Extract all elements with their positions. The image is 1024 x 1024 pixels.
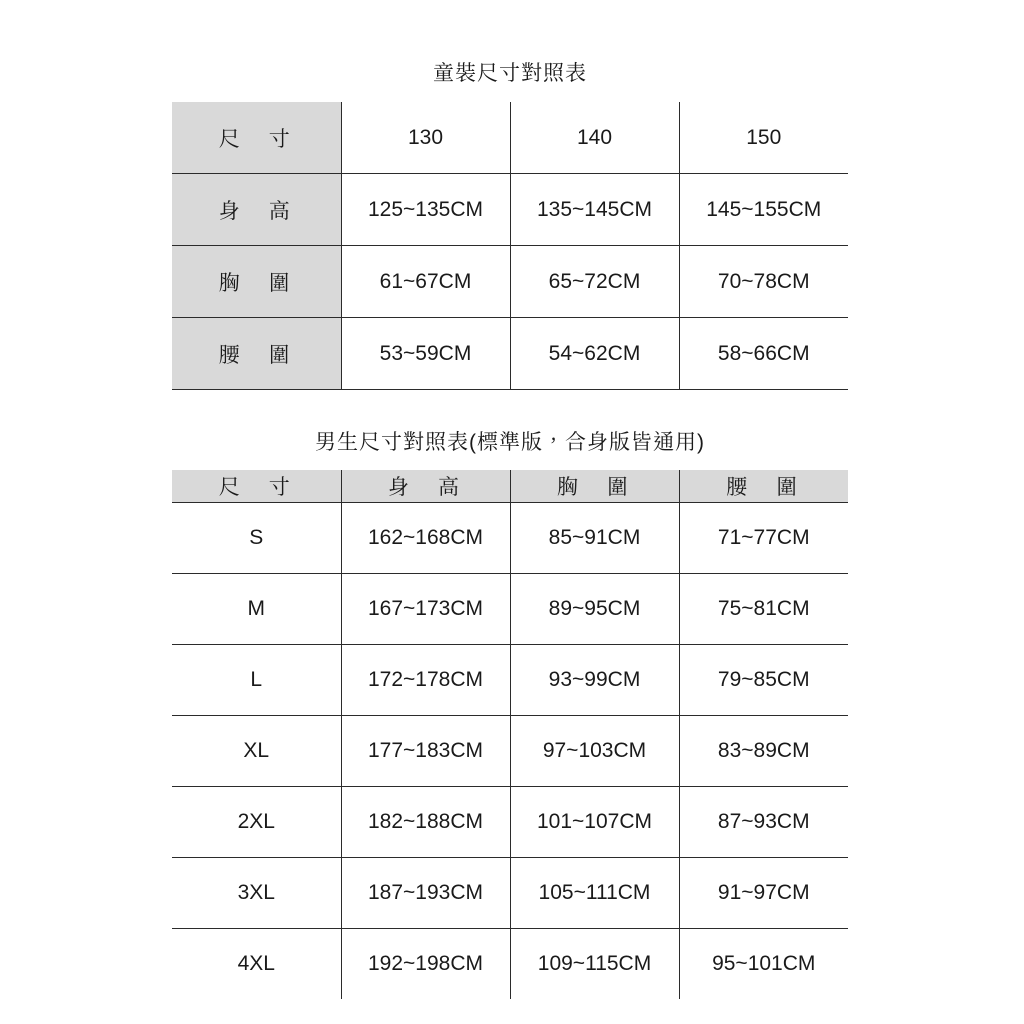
men-height-4xl: 192~198CM	[341, 929, 510, 1000]
kids-table-title: 童裝尺寸對照表	[172, 44, 848, 102]
men-chest-l: 93~99CM	[510, 645, 679, 716]
kids-row-chest	[172, 246, 848, 318]
kids-height-140: 135~145CM	[510, 174, 679, 246]
table-row	[172, 574, 848, 645]
men-size-4xl: 4XL	[172, 929, 341, 1000]
kids-size-table	[172, 44, 848, 390]
kids-waist-140: 54~62CM	[510, 318, 679, 390]
table-row	[172, 929, 848, 1000]
men-header-chest: 胸 圍	[510, 470, 679, 503]
men-header-size: 尺 寸	[172, 470, 341, 503]
men-waist-m: 75~81CM	[679, 574, 848, 645]
men-height-l: 172~178CM	[341, 645, 510, 716]
kids-row-waist	[172, 318, 848, 390]
men-height-xl: 177~183CM	[341, 716, 510, 787]
kids-header-label: 尺 寸	[172, 102, 341, 174]
table-row	[172, 858, 848, 929]
men-chest-s: 85~91CM	[510, 503, 679, 574]
men-header-waist: 腰 圍	[679, 470, 848, 503]
kids-chest-140: 65~72CM	[510, 246, 679, 318]
men-size-table	[172, 414, 848, 999]
kids-height-130: 125~135CM	[341, 174, 510, 246]
men-size-2xl: 2XL	[172, 787, 341, 858]
men-height-3xl: 187~193CM	[341, 858, 510, 929]
men-table-title: 男生尺寸對照表(標準版，合身版皆通用)	[172, 414, 848, 470]
kids-waist-130: 53~59CM	[341, 318, 510, 390]
men-size-l: L	[172, 645, 341, 716]
men-waist-3xl: 91~97CM	[679, 858, 848, 929]
kids-row-label-height: 身 高	[172, 174, 341, 246]
table-row	[172, 787, 848, 858]
kids-header-row	[172, 102, 848, 174]
men-chest-3xl: 105~111CM	[510, 858, 679, 929]
kids-size-150: 150	[679, 102, 848, 174]
kids-height-150: 145~155CM	[679, 174, 848, 246]
men-height-m: 167~173CM	[341, 574, 510, 645]
men-waist-l: 79~85CM	[679, 645, 848, 716]
men-size-3xl: 3XL	[172, 858, 341, 929]
men-header-height: 身 高	[341, 470, 510, 503]
table-row	[172, 645, 848, 716]
men-size-xl: XL	[172, 716, 341, 787]
kids-row-label-chest: 胸 圍	[172, 246, 341, 318]
kids-size-140: 140	[510, 102, 679, 174]
men-waist-xl: 83~89CM	[679, 716, 848, 787]
kids-row-height	[172, 174, 848, 246]
men-chest-2xl: 101~107CM	[510, 787, 679, 858]
kids-waist-150: 58~66CM	[679, 318, 848, 390]
kids-chest-130: 61~67CM	[341, 246, 510, 318]
men-size-m: M	[172, 574, 341, 645]
kids-table-title-row	[172, 44, 848, 102]
men-chest-m: 89~95CM	[510, 574, 679, 645]
men-size-s: S	[172, 503, 341, 574]
men-chest-4xl: 109~115CM	[510, 929, 679, 1000]
table-row	[172, 503, 848, 574]
men-height-2xl: 182~188CM	[341, 787, 510, 858]
kids-size-130: 130	[341, 102, 510, 174]
men-height-s: 162~168CM	[341, 503, 510, 574]
kids-chest-150: 70~78CM	[679, 246, 848, 318]
men-header-row	[172, 470, 848, 503]
men-table-title-row	[172, 414, 848, 470]
men-waist-2xl: 87~93CM	[679, 787, 848, 858]
kids-row-label-waist: 腰 圍	[172, 318, 341, 390]
men-waist-s: 71~77CM	[679, 503, 848, 574]
men-waist-4xl: 95~101CM	[679, 929, 848, 1000]
men-chest-xl: 97~103CM	[510, 716, 679, 787]
table-row	[172, 716, 848, 787]
